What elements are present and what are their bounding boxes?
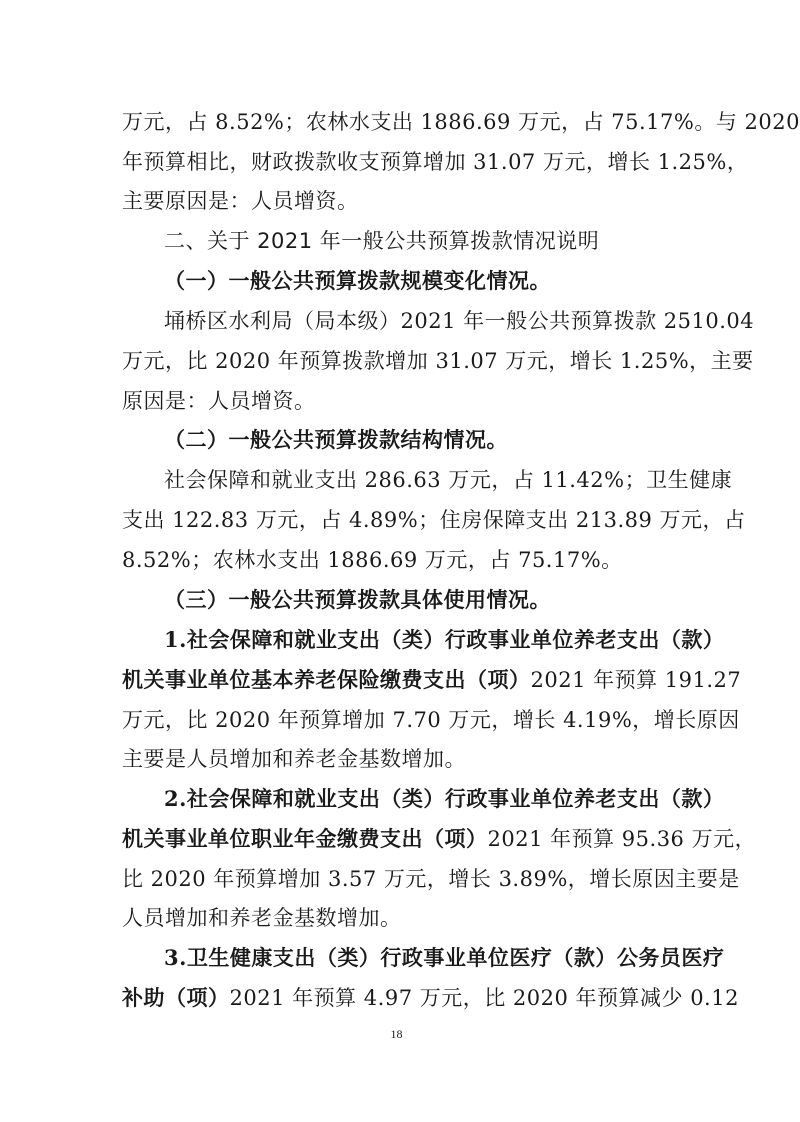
- item-heading-line: 2.社会保障和就业支出（类）行政事业单位养老支出（款）: [164, 786, 725, 811]
- paragraph-line: 人员增加和养老金基数增加。: [122, 906, 402, 930]
- section-heading: 二、关于 2021 年一般公共预算拨款情况说明: [164, 229, 600, 253]
- item-category: 机关事业单位职业年金缴费支出（项）: [122, 826, 488, 851]
- item-amount: 2021 年预算 191.27: [530, 668, 742, 692]
- subsection-heading: （一）一般公共预算拨款规模变化情况。: [164, 268, 551, 293]
- page-number: 18: [390, 1027, 403, 1041]
- paragraph-line: 主要是人员增加和养老金基数增加。: [122, 747, 466, 771]
- subsection-heading: （三）一般公共预算拨款具体使用情况。: [164, 587, 551, 612]
- paragraph-line: 支出 122.83 万元，占 4.89%；住房保障支出 213.89 万元，占: [122, 508, 746, 532]
- paragraph-line: 年预算相比，财政拨款收支预算增加 31.07 万元，增长 1.25%，: [122, 150, 749, 174]
- item-heading-line: 1.社会保障和就业支出（类）行政事业单位养老支出（款）: [164, 627, 725, 652]
- paragraph-line: 8.52%；农林水支出 1886.69 万元，占 75.17%。: [122, 548, 623, 572]
- item-category: 补助（项）: [122, 985, 230, 1010]
- item-mixed-line: [122, 824, 757, 854]
- paragraph-line: 主要原因是：人员增资。: [122, 189, 359, 213]
- paragraph-line: 埇桥区水利局（局本级）2021 年一般公共预算拨款 2510.04: [164, 309, 755, 333]
- paragraph-line: 社会保障和就业支出 286.63 万元，占 11.42%；卫生健康: [164, 468, 733, 492]
- item-mixed-line: [122, 665, 742, 695]
- item-heading-line: 3.卫生健康支出（类）行政事业单位医疗（款）公务员医疗: [164, 945, 725, 970]
- item-mixed-line: [122, 983, 739, 1013]
- paragraph-line: 万元，占 8.52%；农林水支出 1886.69 万元，占 75.17%。与 2020: [122, 110, 800, 134]
- paragraph-line: 比 2020 年预算增加 3.57 万元，增长 3.89%，增长原因主要是: [122, 867, 740, 891]
- item-amount: 2021 年预算 95.36 万元，: [487, 827, 757, 851]
- item-category: 机关事业单位基本养老保险缴费支出（项）: [122, 667, 531, 692]
- paragraph-line: 原因是：人员增资。: [122, 389, 316, 413]
- item-amount: 2021 年预算 4.97 万元，比 2020 年预算减少 0.12: [229, 986, 739, 1010]
- subsection-heading: （二）一般公共预算拨款结构情况。: [164, 427, 508, 452]
- paragraph-line: 万元，比 2020 年预算拨款增加 31.07 万元，增长 1.25%，主要: [122, 349, 754, 373]
- paragraph-line: 万元，比 2020 年预算增加 7.70 万元，增长 4.19%，增长原因: [122, 708, 740, 732]
